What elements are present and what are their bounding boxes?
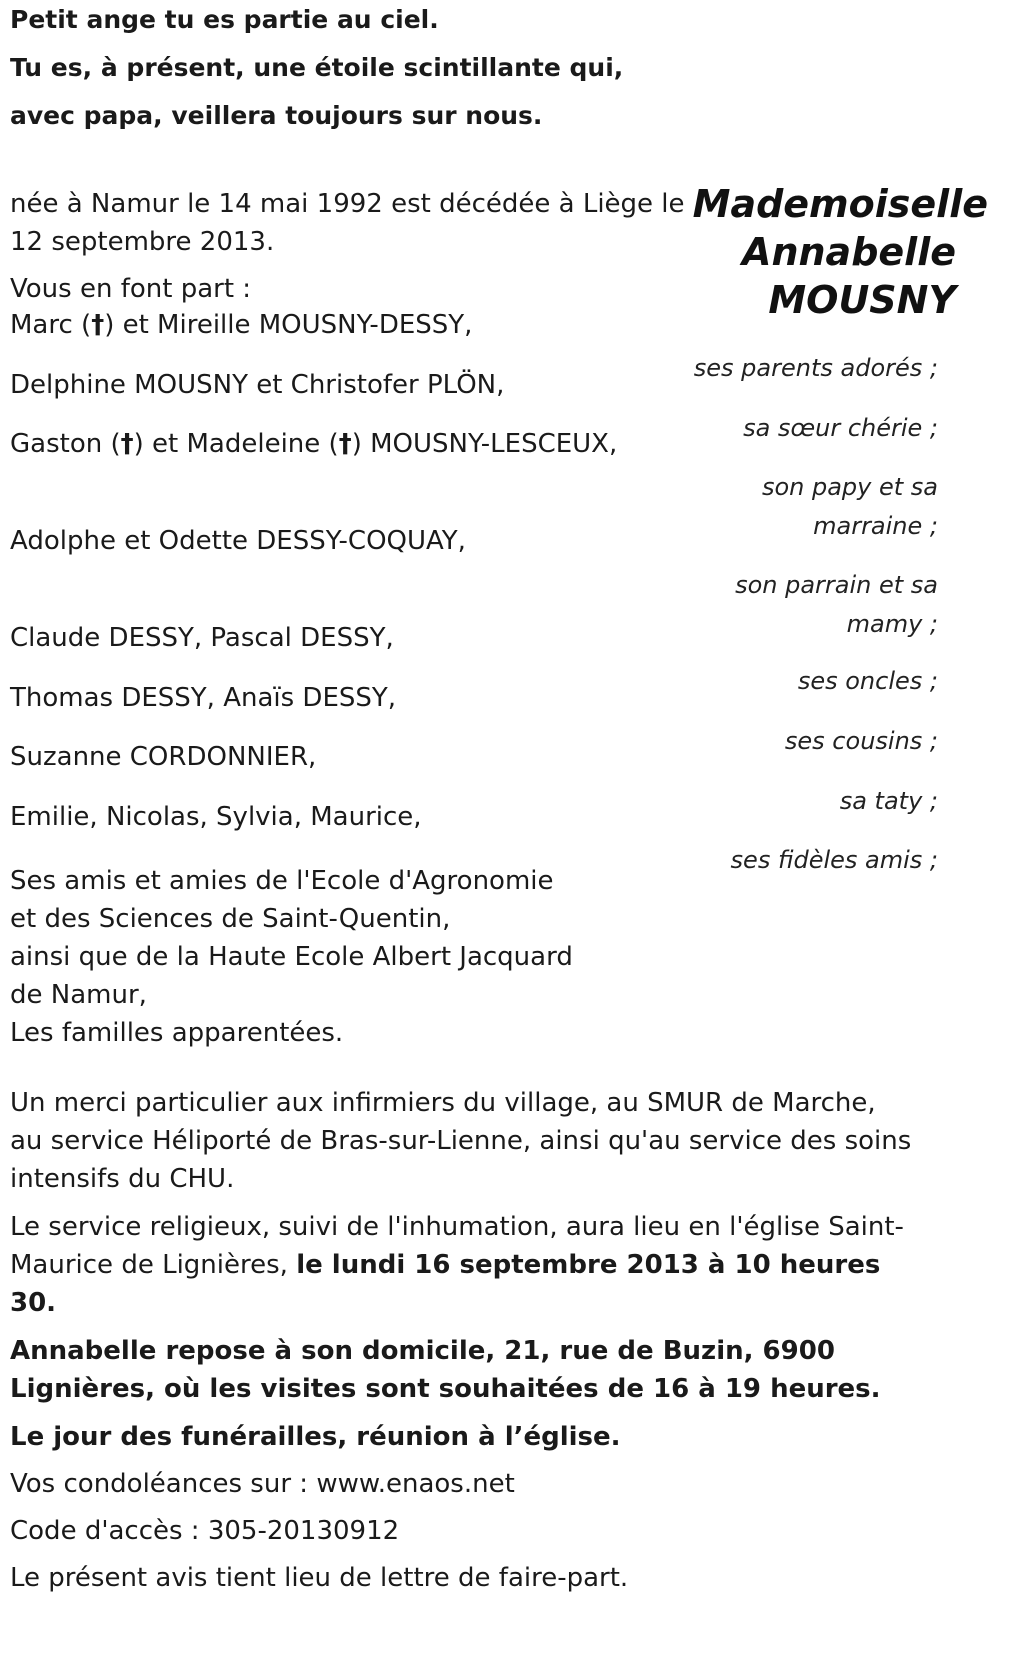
access-code-text: Code d'accès : 305-20130912 xyxy=(10,1516,400,1546)
family-role: ses fidèles amis ; xyxy=(730,846,938,874)
intro xyxy=(10,185,730,309)
deceased-last-name: MOUSNY xyxy=(768,278,956,322)
family-role: son parrain et sa mamy ; xyxy=(735,571,938,638)
cross-icon: † xyxy=(120,429,134,459)
family-name: Emilie, Nicolas, Sylvia, Maurice, xyxy=(10,802,422,832)
friends-block: Ses amis et amies de l'Ecole d'Agronomie et des Sciences de Saint-Quentin, ainsi que de la Haute Ecole Albert Jacquard de Namur, Les familles apparentées. xyxy=(10,866,573,1048)
family-role: sa sœur chérie ; xyxy=(743,414,938,442)
deceased-first-name: Annabelle xyxy=(742,230,956,274)
family-name: Marc (†) et Mireille MOUSNY-DESSY, xyxy=(10,310,473,340)
poem xyxy=(10,6,910,150)
birth-death-text: née à Namur le 14 mai 1992 est décédée à Liège le 12 septembre 2013. xyxy=(10,189,685,257)
cross-icon: † xyxy=(338,429,352,459)
family-name: Adolphe et Odette DESSY-COQUAY, xyxy=(10,526,466,556)
family-name: Delphine MOUSNY et Christofer PLÖN, xyxy=(10,370,505,400)
family-role: son papy et sa marraine ; xyxy=(761,473,938,540)
poem-line: Petit ange tu es partie au ciel. xyxy=(10,5,439,34)
funerailles-text: Le jour des funérailles, réunion à l’église. xyxy=(10,1422,621,1452)
poem-line: avec papa, veillera toujours sur nous. xyxy=(10,101,543,130)
family-role: ses cousins ; xyxy=(784,727,938,755)
family-name: Gaston (†) et Madeleine (†) MOUSNY-LESCEUX, xyxy=(10,429,618,459)
family-role: ses parents adorés ; xyxy=(693,354,938,382)
deceased-title: Mademoiselle xyxy=(692,182,988,226)
footer xyxy=(10,1084,970,1598)
family-name: Suzanne CORDONNIER, xyxy=(10,742,317,772)
family-name: Claude DESSY, Pascal DESSY, xyxy=(10,623,394,653)
repose-text: Annabelle repose à son domicile, 21, rue de Buzin, 6900 Lignières, où les visites sont souhaitées de 16 à 19 heures. xyxy=(10,1336,881,1404)
family-name: Thomas DESSY, Anaïs DESSY, xyxy=(10,683,397,713)
thanks-text: Un merci particulier aux infirmiers du village, au SMUR de Marche, au service Héliporté de Bras-sur-Lienne, ainsi qu'au service des soins intensifs du CHU. xyxy=(10,1088,912,1194)
poem-line: Tu es, à présent, une étoile scintillante qui, xyxy=(10,53,624,82)
service-text: Le service religieux, suivi de l'inhumation, aura lieu en l'église Saint-Maurice de Lignières, le lundi 16 septembre 2013 à 10 heures 30. xyxy=(10,1212,904,1318)
condoleances-text: Vos condoléances sur : www.enaos.net xyxy=(10,1469,515,1499)
family-role: ses oncles ; xyxy=(797,667,938,695)
family-role: sa taty ; xyxy=(839,787,938,815)
avis-text: Le présent avis tient lieu de lettre de faire-part. xyxy=(10,1563,629,1593)
announce-text: Vous en font part : xyxy=(10,274,252,304)
cross-icon: † xyxy=(91,310,105,340)
